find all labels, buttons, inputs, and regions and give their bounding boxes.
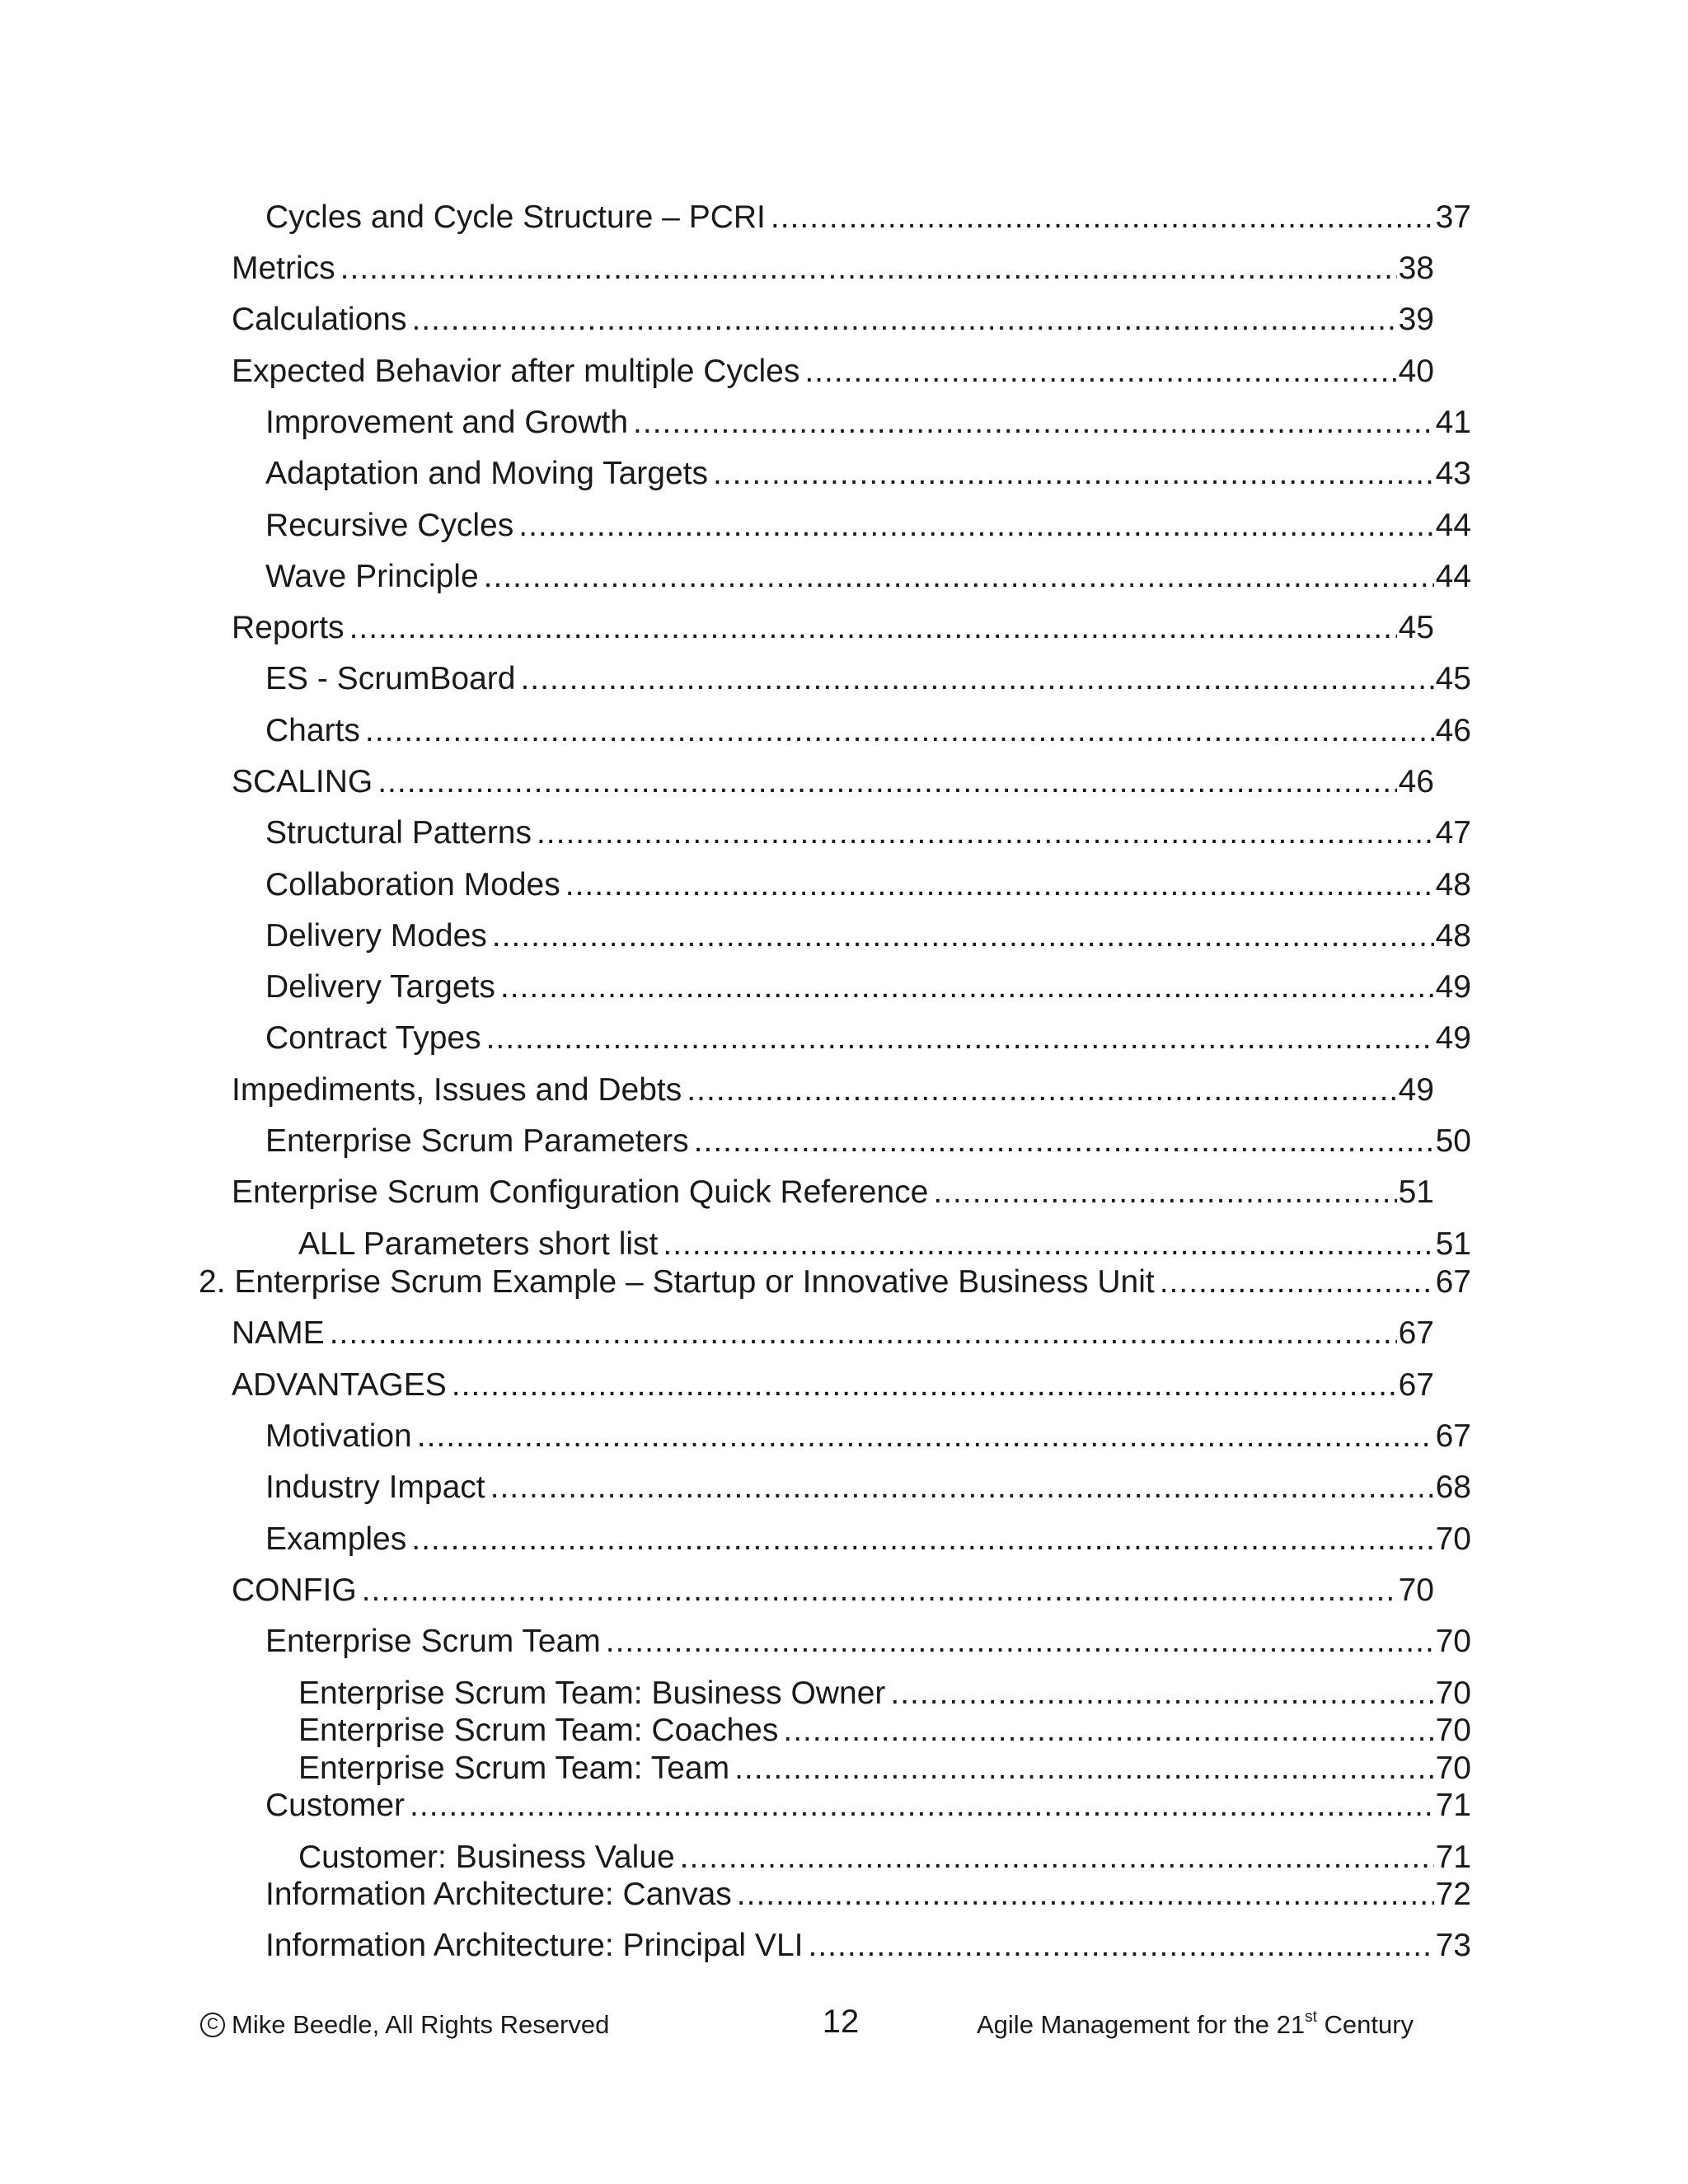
toc-entry-title: Impediments, Issues and Debts: [232, 1072, 682, 1108]
book-title-superscript: st: [1305, 2008, 1317, 2026]
toc-entry[interactable]: [232, 1364, 1434, 1407]
toc-entry-title: Expected Behavior after multiple Cycles: [232, 354, 800, 389]
toc-entry[interactable]: [265, 1466, 1471, 1509]
toc-entry-title: ES - ScrumBoard: [265, 661, 516, 696]
book-title-end: Century: [1316, 2010, 1414, 2039]
toc-entry[interactable]: [199, 1261, 1471, 1304]
toc-entry-title: Enterprise Scrum Team: Business Owner: [298, 1675, 886, 1711]
toc-entry[interactable]: [265, 1518, 1471, 1561]
toc-dot-leader: [330, 1312, 1397, 1355]
toc-entry[interactable]: [265, 1017, 1471, 1060]
toc-entry-page: 68: [1435, 1469, 1471, 1505]
toc-entry-title: Delivery Targets: [265, 969, 495, 1005]
toc-entry[interactable]: [265, 1620, 1471, 1663]
book-title: [977, 2004, 1414, 2046]
toc-entry-page: 41: [1435, 405, 1471, 440]
toc-entry-title: Improvement and Growth: [265, 405, 629, 440]
toc-entry[interactable]: [232, 761, 1434, 804]
toc-entry[interactable]: [265, 452, 1471, 495]
toc-entry-title: Information Architecture: Canvas: [265, 1877, 732, 1912]
toc-dot-leader: [808, 1924, 1433, 1967]
toc-dot-leader: [687, 1069, 1396, 1112]
page-footer: [0, 1994, 1688, 2060]
toc-dot-leader: [411, 1518, 1433, 1561]
toc-entry[interactable]: [265, 1873, 1471, 1916]
toc-entry-title: Cycles and Cycle Structure – PCRI: [265, 199, 766, 235]
toc-entry-title: Reports: [232, 610, 345, 645]
toc-dot-leader: [518, 504, 1433, 547]
toc-entry-title: Customer: [265, 1788, 406, 1823]
toc-entry-page: 48: [1435, 867, 1471, 902]
toc-entry-page: 70: [1398, 1572, 1434, 1608]
toc-entry-page: 67: [1398, 1367, 1434, 1403]
toc-entry-page: 40: [1398, 354, 1434, 389]
toc-entry-page: 49: [1435, 1020, 1471, 1056]
book-title-main: Agile Management for the 21: [977, 2010, 1306, 2039]
toc-entry-title: Enterprise Scrum Team: [265, 1624, 601, 1659]
toc-entry-page: 51: [1398, 1174, 1434, 1210]
toc-entry[interactable]: [265, 1924, 1471, 1967]
toc-entry-title: Adaptation and Moving Targets: [265, 456, 708, 491]
toc-entry[interactable]: [232, 1312, 1434, 1355]
footer-copyright: [200, 2004, 609, 2046]
toc-entry-title: Enterprise Scrum Team: Coaches: [298, 1713, 779, 1748]
toc-entry[interactable]: [265, 915, 1471, 958]
toc-dot-leader: [713, 452, 1434, 495]
toc-dot-leader: [340, 247, 1397, 290]
toc-entry-page: 67: [1398, 1315, 1434, 1351]
toc-entry-title: Wave Principle: [265, 559, 479, 594]
toc-dot-leader: [537, 812, 1434, 855]
toc-dot-leader: [663, 1223, 1433, 1266]
toc-entry-title: Examples: [265, 1521, 407, 1557]
toc-entry[interactable]: [265, 864, 1471, 907]
toc-entry[interactable]: [232, 247, 1434, 290]
toc-entry[interactable]: [298, 1709, 1471, 1752]
toc-entry-page: 46: [1435, 713, 1471, 748]
toc-entry[interactable]: [265, 710, 1471, 752]
toc-entry[interactable]: [265, 401, 1471, 444]
toc-dot-leader: [410, 1784, 1434, 1827]
toc-dot-leader: [633, 401, 1434, 444]
toc-entry[interactable]: [232, 1569, 1434, 1612]
toc-entry-page: 45: [1435, 661, 1471, 696]
toc-dot-leader: [737, 1873, 1434, 1916]
toc-entry-page: 44: [1435, 559, 1471, 594]
toc-entry-page: 43: [1435, 456, 1471, 491]
toc-entry-title: 2. Enterprise Scrum Example – Startup or Innovative Business Unit: [199, 1264, 1155, 1300]
toc-entry-page: 67: [1435, 1418, 1471, 1454]
copyright-text: Mike Beedle, All Rights Reserved: [232, 2010, 610, 2039]
toc-entry[interactable]: [265, 555, 1471, 598]
toc-entry-title: Delivery Modes: [265, 918, 487, 954]
toc-dot-leader: [486, 1017, 1434, 1060]
toc-entry-page: 48: [1435, 918, 1471, 954]
toc-entry-title: Enterprise Scrum Team: Team: [298, 1750, 730, 1786]
toc-entry-page: 45: [1398, 610, 1434, 645]
toc-entry-page: 70: [1435, 1713, 1471, 1748]
toc-entry[interactable]: [265, 812, 1471, 855]
toc-dot-leader: [365, 710, 1434, 752]
toc-entry-page: 37: [1435, 199, 1471, 235]
toc-entry[interactable]: [232, 1171, 1434, 1214]
toc-dot-leader: [411, 298, 1396, 341]
toc-entry-page: 70: [1435, 1675, 1471, 1711]
toc-dot-leader: [362, 1569, 1397, 1612]
toc-dot-leader: [804, 350, 1396, 393]
toc-entry[interactable]: [265, 504, 1471, 547]
toc-entry-title: CONFIG: [232, 1572, 357, 1608]
toc-dot-leader: [606, 1620, 1434, 1663]
toc-entry[interactable]: [265, 1784, 1471, 1827]
toc-entry-title: Enterprise Scrum Configuration Quick Reference: [232, 1174, 929, 1210]
toc-entry[interactable]: [265, 966, 1471, 1009]
toc-entry-title: Collaboration Modes: [265, 867, 560, 902]
toc-entry-page: 50: [1435, 1123, 1471, 1159]
toc-entry-title: Structural Patterns: [265, 815, 532, 851]
toc-entry-page: 49: [1435, 969, 1471, 1005]
toc-dot-leader: [492, 915, 1434, 958]
toc-entry-title: Customer: Business Value: [298, 1840, 675, 1875]
toc-entry-page: 39: [1398, 302, 1434, 337]
toc-entry-title: ADVANTAGES: [232, 1367, 447, 1403]
toc-entry-page: 44: [1435, 508, 1471, 543]
toc-dot-leader: [565, 864, 1434, 907]
toc-dot-leader: [783, 1709, 1433, 1752]
toc-entry-page: 70: [1435, 1750, 1471, 1786]
toc-entry-title: ALL Parameters short list: [298, 1226, 659, 1262]
toc-entry-title: Contract Types: [265, 1020, 481, 1056]
toc-entry-title: Information Architecture: Principal VLI: [265, 1928, 804, 1963]
toc-dot-leader: [1160, 1261, 1434, 1304]
toc-entry-page: 46: [1398, 764, 1434, 799]
toc-entry[interactable]: [265, 196, 1471, 239]
toc-entry-page: 71: [1435, 1840, 1471, 1875]
toc-entry-title: Industry Impact: [265, 1469, 485, 1505]
toc-entry-title: Charts: [265, 713, 360, 748]
toc-entry-title: Enterprise Scrum Parameters: [265, 1123, 689, 1159]
toc-entry-page: 71: [1435, 1788, 1471, 1823]
toc-entry[interactable]: [265, 1415, 1471, 1458]
toc-entry[interactable]: [265, 1120, 1471, 1163]
toc-entry-title: Metrics: [232, 251, 335, 286]
toc-dot-leader: [377, 761, 1396, 804]
toc-dot-leader: [771, 196, 1434, 239]
toc-entry[interactable]: [232, 298, 1434, 341]
toc-dot-leader: [933, 1171, 1396, 1214]
toc-entry-title: NAME: [232, 1315, 325, 1351]
toc-entry[interactable]: [232, 607, 1434, 649]
toc-entry-page: 47: [1435, 815, 1471, 851]
toc-dot-leader: [484, 555, 1434, 598]
toc-entry[interactable]: [232, 350, 1434, 393]
toc-entry-title: Calculations: [232, 302, 407, 337]
page-number: 12: [822, 2004, 860, 2040]
toc-entry-page: 72: [1435, 1877, 1471, 1912]
toc-dot-leader: [349, 607, 1397, 649]
toc-entry-title: Motivation: [265, 1418, 412, 1454]
toc-entry-title: Recursive Cycles: [265, 508, 514, 543]
toc-entry-page: 49: [1398, 1072, 1434, 1108]
toc-entry-title: SCALING: [232, 764, 373, 799]
toc-entry[interactable]: [298, 1223, 1471, 1266]
toc-entry-page: 70: [1435, 1624, 1471, 1659]
toc-dot-leader: [694, 1120, 1434, 1163]
toc-entry-page: 73: [1435, 1928, 1471, 1963]
toc-entry-page: 38: [1398, 251, 1434, 286]
toc-dot-leader: [452, 1364, 1397, 1407]
toc-entry-page: 70: [1435, 1521, 1471, 1557]
toc-entry-page: 51: [1435, 1226, 1471, 1262]
toc-dot-leader: [520, 658, 1433, 701]
toc-entry[interactable]: [265, 658, 1471, 701]
toc-entry[interactable]: [232, 1069, 1434, 1112]
toc-dot-leader: [490, 1466, 1434, 1509]
toc-entry-page: 67: [1435, 1264, 1471, 1300]
copyright-icon: C: [200, 2013, 225, 2037]
toc-dot-leader: [417, 1415, 1434, 1458]
toc-dot-leader: [500, 966, 1434, 1009]
